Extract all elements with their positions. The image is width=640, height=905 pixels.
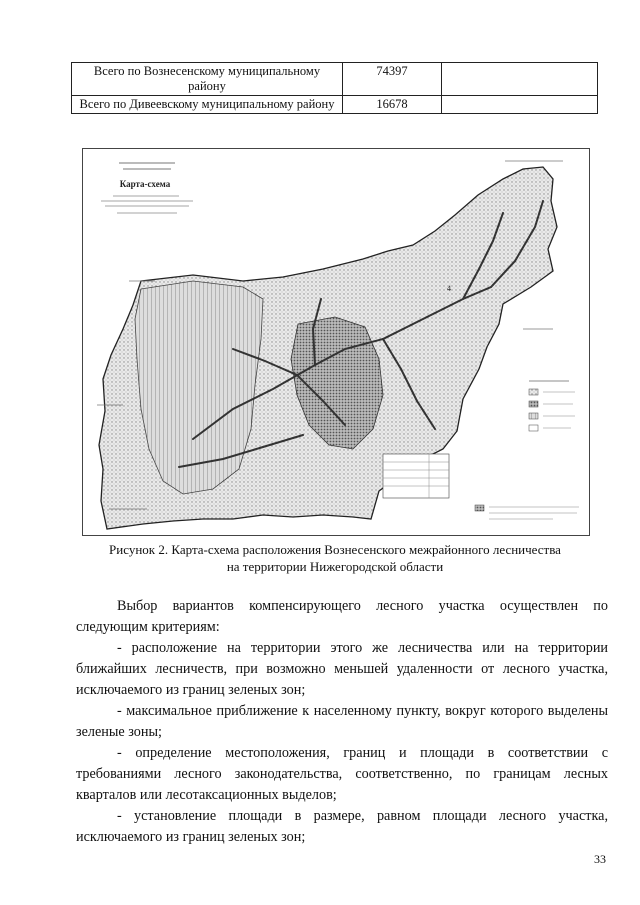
map-legend <box>529 381 575 431</box>
table-cell-name: Всего по Дивеевскому муниципальному району <box>72 96 343 114</box>
forest-area-table <box>71 62 598 114</box>
list-item: - определение местоположения, границ и площади в соответствии с требованиями лесного законодательства, соответственно, по границам лесных кварталов или лесотаксационных выделов; <box>76 745 608 803</box>
map-title: Карта-схема <box>119 179 171 189</box>
map-note <box>475 505 579 519</box>
forestry-map-image <box>83 149 589 535</box>
forestry-map-figure <box>82 148 590 536</box>
list-item: - расположение на территории этого же лесничества или на территории ближайших лесничеств, при возможно меньшей удаленности от лесного участка, исключаемого из границ зеленых зон; <box>76 640 608 698</box>
page-number: 33 <box>594 852 606 866</box>
table-cell-value: 16678 <box>343 96 442 114</box>
table-row <box>72 96 598 114</box>
table-cell-empty <box>442 96 598 114</box>
figure-caption-line: на территории Нижегородской области <box>226 559 444 574</box>
zone-label: 4 <box>447 284 451 293</box>
table-row <box>72 63 598 96</box>
table-cell-empty <box>442 63 598 96</box>
table-cell-name: Всего по Вознесенскому муниципальному району <box>72 63 343 96</box>
map-stats-table <box>383 454 449 498</box>
paragraph: Выбор вариантов компенсирующего лесного участка осуществлен по следующим критериям: <box>76 598 608 635</box>
list-item: - максимальное приближение к населенному пункту, вокруг которого выделены зеленые зоны; <box>76 703 608 740</box>
figure-caption-line: Рисунок 2. Карта-схема расположения Вознесенского межрайонного лесничества <box>109 542 561 557</box>
map-header <box>101 163 193 213</box>
list-item: - установление площади в размере, равном площади лесного участка, исключаемого из границ зеленых зон; <box>76 808 608 845</box>
table-cell-value: 74397 <box>343 63 442 96</box>
figure-caption <box>70 541 600 575</box>
body-text <box>76 596 608 848</box>
